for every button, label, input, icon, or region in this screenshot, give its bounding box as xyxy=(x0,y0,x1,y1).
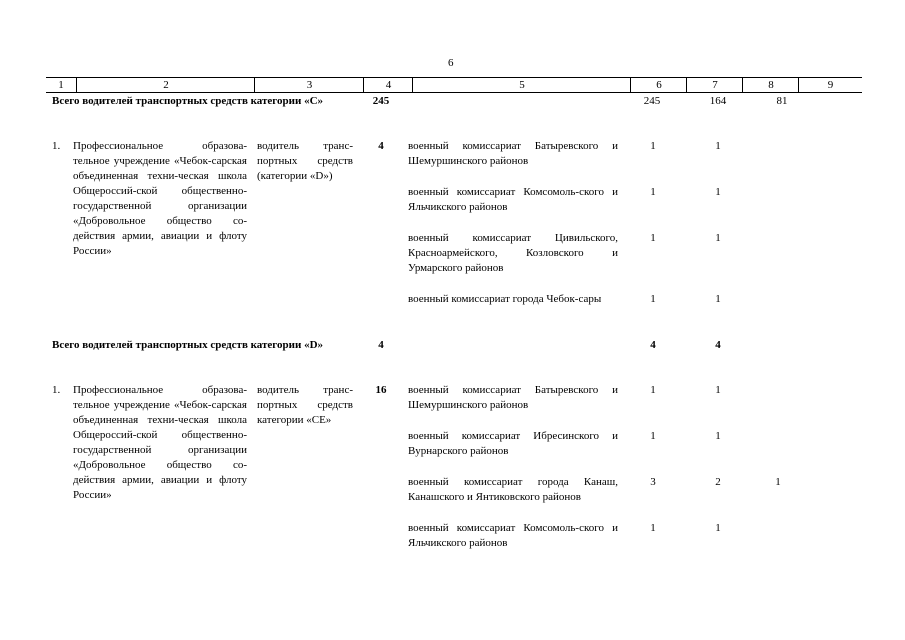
group1-row1-col7: 1 xyxy=(715,140,721,152)
column-header-4: 4 xyxy=(363,78,413,92)
table-header-row xyxy=(46,77,862,93)
group2-commissariat-2: военный комиссариат Ибресинского и Вурнарского районов xyxy=(408,430,618,457)
group1-commissariat-3: военный комиссариат Цивильского, Красноармейского, Козловского и Урмарского районов xyxy=(408,232,618,274)
group1-row4-col6: 1 xyxy=(650,293,656,305)
group2-row4-col6: 1 xyxy=(650,522,656,534)
group2-commissariat-3: военный комиссариат города Канаш, Канашского и Янтиковского районов xyxy=(408,476,618,503)
group1-row2-col6: 1 xyxy=(650,186,656,198)
total-c-label: Всего водителей транспортных средств категории «С» xyxy=(52,95,324,107)
group1-row1-col6: 1 xyxy=(650,140,656,152)
total-c-col6: 245 xyxy=(643,95,661,107)
group1-organization: Профессиональное образова-тельное учреждение «Чебок-сарская объединенная техни-ческая школа Общероссий-ской общественно-государственной организации «Добровольное общество со-действия армии, авиации и флоту России» xyxy=(73,140,247,257)
group2-number: 1. xyxy=(52,384,61,396)
group2-commissariat-4: военный комиссариат Комсомоль-ского и Яльчикского районов xyxy=(408,522,618,549)
total-d-col4: 4 xyxy=(378,339,384,351)
group1-specialty: водитель транс-портных средств (категории «D») xyxy=(257,140,353,182)
column-header-8: 8 xyxy=(742,78,799,92)
group2-row1-col7: 1 xyxy=(715,384,721,396)
group2-commissariat-1: военный комиссариат Батыревского и Шемуршинского районов xyxy=(408,384,618,411)
total-d-col7: 4 xyxy=(715,339,721,351)
group1-number: 1. xyxy=(52,140,61,152)
column-header-6: 6 xyxy=(630,78,687,92)
group1-row4-col7: 1 xyxy=(715,293,721,305)
column-header-9: 9 xyxy=(798,78,862,92)
group1-commissariat-1: военный комиссариат Батыревского и Шемуршинского районов xyxy=(408,140,618,167)
group2-row2-col6: 1 xyxy=(650,430,656,442)
group2-row3-col6: 3 xyxy=(650,476,656,488)
total-d-label: Всего водителей транспортных средств категории «D» xyxy=(52,339,324,351)
page-number: 6 xyxy=(448,57,454,69)
total-c-col7: 164 xyxy=(709,95,727,107)
group2-row2-col7: 1 xyxy=(715,430,721,442)
column-header-2: 2 xyxy=(76,78,255,92)
column-header-1: 1 xyxy=(58,79,64,91)
total-d-col6: 4 xyxy=(650,339,656,351)
total-c-col8: 81 xyxy=(776,95,788,107)
group1-row3-col6: 1 xyxy=(650,232,656,244)
group1-commissariat-2: военный комиссариат Комсомоль-ского и Яльчикского районов xyxy=(408,186,618,213)
group1-commissariat-4: военный комиссариат города Чебок-сары xyxy=(408,293,602,305)
total-c-col4: 245 xyxy=(372,95,390,107)
group1-row2-col7: 1 xyxy=(715,186,721,198)
group1-count: 4 xyxy=(378,140,384,152)
group2-row3-col8: 1 xyxy=(775,476,781,488)
group1-row3-col7: 1 xyxy=(715,232,721,244)
column-header-5: 5 xyxy=(412,78,631,92)
group2-row4-col7: 1 xyxy=(715,522,721,534)
group2-row3-col7: 2 xyxy=(715,476,721,488)
column-header-3: 3 xyxy=(254,78,364,92)
column-header-7: 7 xyxy=(686,78,743,92)
group2-count: 16 xyxy=(375,384,387,396)
group2-specialty: водитель транс-портных средств категории «СЕ» xyxy=(257,384,353,426)
group2-organization: Профессиональное образова-тельное учреждение «Чебок-сарская объединенная техни-ческая школа Общероссий-ской общественно-государственной организации «Добровольное общество со-действия армии, авиации и флоту России» xyxy=(73,384,247,501)
group2-row1-col6: 1 xyxy=(650,384,656,396)
